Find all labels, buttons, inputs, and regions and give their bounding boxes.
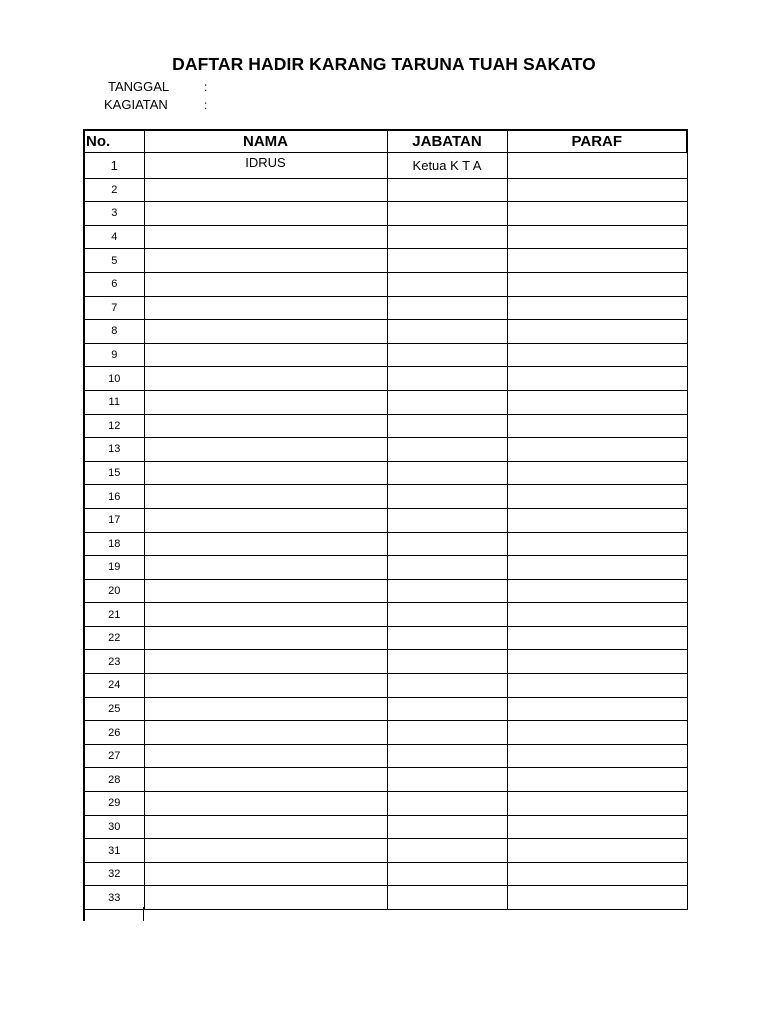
- cell-nama: [144, 249, 387, 273]
- cell-paraf: [507, 153, 687, 179]
- cell-jabatan: [387, 721, 507, 745]
- table-row: [84, 461, 687, 485]
- table-row: [84, 153, 687, 179]
- cell-jabatan: [387, 225, 507, 249]
- table-row: [84, 178, 687, 202]
- cell-jabatan: [387, 674, 507, 698]
- field-kagiatan-label: KAGIATAN: [104, 97, 168, 112]
- field-tanggal: [104, 79, 207, 95]
- cell-no: 33: [84, 886, 144, 910]
- cell-paraf: [507, 886, 687, 910]
- cell-jabatan: [387, 792, 507, 816]
- table-border-tail-mid: [143, 907, 144, 921]
- cell-nama: [144, 721, 387, 745]
- cell-nama: [144, 862, 387, 886]
- cell-nama: IDRUS: [144, 153, 387, 179]
- cell-nama: [144, 272, 387, 296]
- cell-paraf: [507, 697, 687, 721]
- cell-paraf: [507, 367, 687, 391]
- cell-paraf: [507, 650, 687, 674]
- cell-nama: [144, 697, 387, 721]
- cell-paraf: [507, 178, 687, 202]
- table-row: [84, 438, 687, 462]
- cell-no: 18: [84, 532, 144, 556]
- cell-no: 6: [84, 272, 144, 296]
- cell-nama: [144, 485, 387, 509]
- cell-paraf: [507, 390, 687, 414]
- table-row: [84, 744, 687, 768]
- cell-paraf: [507, 815, 687, 839]
- table-row: [84, 768, 687, 792]
- cell-no: 21: [84, 603, 144, 627]
- table-row: [84, 556, 687, 580]
- cell-paraf: [507, 414, 687, 438]
- cell-no: 25: [84, 697, 144, 721]
- table-row: [84, 225, 687, 249]
- cell-no: 29: [84, 792, 144, 816]
- column-header-no: No.: [84, 130, 144, 153]
- cell-nama: [144, 461, 387, 485]
- cell-jabatan: [387, 320, 507, 344]
- cell-jabatan: [387, 249, 507, 273]
- field-kagiatan: [104, 97, 207, 113]
- cell-nama: [144, 390, 387, 414]
- cell-jabatan: [387, 579, 507, 603]
- cell-jabatan: [387, 862, 507, 886]
- cell-no: 5: [84, 249, 144, 273]
- table-row: [84, 272, 687, 296]
- cell-paraf: [507, 343, 687, 367]
- cell-jabatan: [387, 461, 507, 485]
- cell-paraf: [507, 296, 687, 320]
- cell-nama: [144, 414, 387, 438]
- cell-jabatan: [387, 603, 507, 627]
- cell-no: 28: [84, 768, 144, 792]
- cell-nama: [144, 556, 387, 580]
- cell-no: 16: [84, 485, 144, 509]
- cell-jabatan: [387, 390, 507, 414]
- cell-paraf: [507, 674, 687, 698]
- cell-nama: [144, 768, 387, 792]
- cell-jabatan: [387, 202, 507, 226]
- table-row: [84, 579, 687, 603]
- column-header-nama: NAMA: [144, 130, 387, 153]
- cell-paraf: [507, 862, 687, 886]
- cell-jabatan: [387, 839, 507, 863]
- cell-paraf: [507, 320, 687, 344]
- cell-nama: [144, 579, 387, 603]
- cell-no: 32: [84, 862, 144, 886]
- cell-jabatan: [387, 886, 507, 910]
- cell-jabatan: [387, 485, 507, 509]
- cell-paraf: [507, 744, 687, 768]
- cell-nama: [144, 438, 387, 462]
- table-body: [84, 153, 687, 910]
- cell-jabatan: [387, 414, 507, 438]
- cell-no: 31: [84, 839, 144, 863]
- column-header-paraf: PARAF: [507, 130, 687, 153]
- cell-nama: [144, 343, 387, 367]
- cell-paraf: [507, 508, 687, 532]
- cell-jabatan: [387, 768, 507, 792]
- table-row: [84, 626, 687, 650]
- table-row: [84, 815, 687, 839]
- table-row: [84, 367, 687, 391]
- cell-jabatan: [387, 744, 507, 768]
- table-row: [84, 862, 687, 886]
- cell-nama: [144, 603, 387, 627]
- cell-nama: [144, 320, 387, 344]
- cell-nama: [144, 674, 387, 698]
- cell-jabatan: [387, 178, 507, 202]
- cell-paraf: [507, 626, 687, 650]
- cell-nama: [144, 792, 387, 816]
- cell-nama: [144, 225, 387, 249]
- cell-jabatan: [387, 272, 507, 296]
- table-row: [84, 886, 687, 910]
- cell-nama: [144, 202, 387, 226]
- field-tanggal-label: TANGGAL: [108, 79, 170, 94]
- table-row: [84, 296, 687, 320]
- cell-no: 19: [84, 556, 144, 580]
- cell-no: 2: [84, 178, 144, 202]
- cell-jabatan: [387, 650, 507, 674]
- table-row: [84, 697, 687, 721]
- document-title: DAFTAR HADIR KARANG TARUNA TUAH SAKATO: [172, 54, 596, 74]
- table-row: [84, 390, 687, 414]
- field-kagiatan-colon: :: [204, 98, 208, 112]
- table-row: [84, 532, 687, 556]
- cell-nama: [144, 886, 387, 910]
- cell-no: 4: [84, 225, 144, 249]
- attendance-table: [83, 129, 688, 910]
- cell-no: 1: [84, 153, 144, 179]
- table-row: [84, 603, 687, 627]
- cell-jabatan: [387, 815, 507, 839]
- cell-nama: [144, 626, 387, 650]
- cell-no: 20: [84, 579, 144, 603]
- cell-nama: [144, 508, 387, 532]
- cell-no: 15: [84, 461, 144, 485]
- cell-nama: [144, 839, 387, 863]
- table-row: [84, 839, 687, 863]
- cell-no: 22: [84, 626, 144, 650]
- table-row: [84, 508, 687, 532]
- cell-paraf: [507, 485, 687, 509]
- cell-jabatan: [387, 556, 507, 580]
- table-border-tail-left: [83, 907, 85, 921]
- cell-no: 27: [84, 744, 144, 768]
- cell-paraf: [507, 839, 687, 863]
- table-row: [84, 485, 687, 509]
- table-row: [84, 343, 687, 367]
- cell-no: 30: [84, 815, 144, 839]
- cell-no: 24: [84, 674, 144, 698]
- cell-paraf: [507, 792, 687, 816]
- cell-no: 7: [84, 296, 144, 320]
- cell-paraf: [507, 556, 687, 580]
- cell-no: 17: [84, 508, 144, 532]
- table-row: [84, 202, 687, 226]
- cell-jabatan: [387, 296, 507, 320]
- cell-nama: [144, 367, 387, 391]
- cell-nama: [144, 178, 387, 202]
- cell-nama: [144, 532, 387, 556]
- cell-nama: [144, 296, 387, 320]
- cell-jabatan: [387, 697, 507, 721]
- cell-paraf: [507, 461, 687, 485]
- cell-jabatan: [387, 626, 507, 650]
- cell-paraf: [507, 225, 687, 249]
- field-tanggal-colon: :: [204, 80, 208, 94]
- cell-paraf: [507, 768, 687, 792]
- cell-paraf: [507, 721, 687, 745]
- cell-nama: [144, 650, 387, 674]
- table-row: [84, 320, 687, 344]
- cell-jabatan: [387, 367, 507, 391]
- cell-jabatan: Ketua K T A: [387, 153, 507, 179]
- table-row: [84, 414, 687, 438]
- cell-paraf: [507, 249, 687, 273]
- cell-paraf: [507, 202, 687, 226]
- table-row: [84, 674, 687, 698]
- table-header-row: [84, 130, 687, 153]
- cell-paraf: [507, 272, 687, 296]
- cell-jabatan: [387, 508, 507, 532]
- cell-jabatan: [387, 532, 507, 556]
- cell-jabatan: [387, 343, 507, 367]
- cell-no: 3: [84, 202, 144, 226]
- table-row: [84, 792, 687, 816]
- cell-jabatan: [387, 438, 507, 462]
- cell-no: 13: [84, 438, 144, 462]
- cell-no: 12: [84, 414, 144, 438]
- cell-nama: [144, 744, 387, 768]
- cell-paraf: [507, 579, 687, 603]
- cell-no: 10: [84, 367, 144, 391]
- cell-paraf: [507, 532, 687, 556]
- cell-paraf: [507, 438, 687, 462]
- cell-no: 8: [84, 320, 144, 344]
- table-row: [84, 249, 687, 273]
- cell-no: 9: [84, 343, 144, 367]
- cell-paraf: [507, 603, 687, 627]
- column-header-jabatan: JABATAN: [387, 130, 507, 153]
- table-row: [84, 721, 687, 745]
- table-row: [84, 650, 687, 674]
- cell-no: 11: [84, 390, 144, 414]
- cell-no: 23: [84, 650, 144, 674]
- cell-no: 26: [84, 721, 144, 745]
- cell-nama: [144, 815, 387, 839]
